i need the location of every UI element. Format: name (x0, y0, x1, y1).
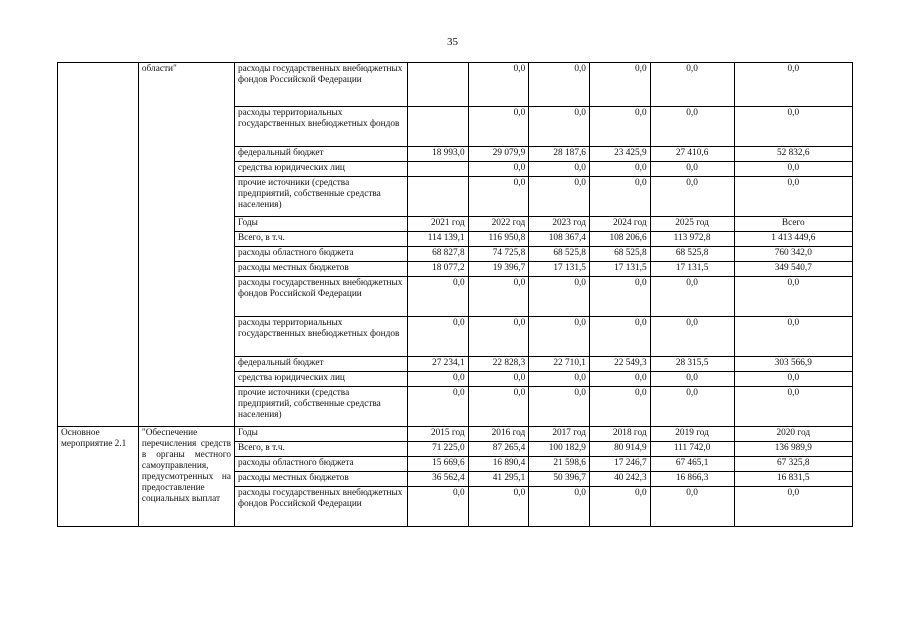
value-cell: 15 669,6 (407, 457, 468, 472)
value-cell: 114 139,1 (407, 232, 468, 247)
value-cell (407, 177, 468, 217)
value-cell: 17 246,7 (589, 457, 650, 472)
source-label-cell: прочие источники (средства предприятий, собственные средства населения) (234, 387, 407, 427)
value-cell: 23 425,9 (589, 147, 650, 162)
source-label-cell: средства юридических лиц (234, 372, 407, 387)
value-cell: 22 828,3 (468, 357, 529, 372)
value-cell: 0,0 (468, 387, 529, 427)
value-cell: 0,0 (650, 317, 734, 357)
value-cell: 303 566,9 (734, 357, 852, 372)
value-cell: 27 234,1 (407, 357, 468, 372)
value-cell: 0,0 (734, 177, 852, 217)
value-cell: 0,0 (468, 63, 529, 107)
source-label-cell: расходы государственных внебюджетных фондов Российской Федерации (234, 63, 407, 107)
value-cell: 0,0 (734, 372, 852, 387)
value-cell: 0,0 (650, 387, 734, 427)
value-cell: 16 866,3 (650, 472, 734, 487)
value-cell: 0,0 (734, 63, 852, 107)
value-cell: 0,0 (589, 372, 650, 387)
value-cell: 0,0 (529, 317, 590, 357)
value-cell: 0,0 (529, 162, 590, 177)
value-cell: 17 131,5 (650, 262, 734, 277)
value-cell: 2024 год (589, 217, 650, 232)
value-cell: 0,0 (589, 487, 650, 527)
value-cell: 0,0 (468, 162, 529, 177)
value-cell: 0,0 (589, 317, 650, 357)
value-cell: 80 914,9 (589, 442, 650, 457)
source-label-cell: расходы областного бюджета (234, 457, 407, 472)
value-cell: Всего (734, 217, 852, 232)
source-label-cell: расходы государственных внебюджетных фондов Российской Федерации (234, 277, 407, 317)
table-row (58, 427, 853, 442)
value-cell: 0,0 (734, 317, 852, 357)
value-cell: 36 562,4 (407, 472, 468, 487)
value-cell: 28 187,6 (529, 147, 590, 162)
source-label-cell: прочие источники (средства предприятий, собственные средства населения) (234, 177, 407, 217)
value-cell: 2025 год (650, 217, 734, 232)
value-cell: 68 827,8 (407, 247, 468, 262)
value-cell (407, 107, 468, 147)
value-cell: 18 077,2 (407, 262, 468, 277)
value-cell: 40 242,3 (589, 472, 650, 487)
value-cell: 67 325,8 (734, 457, 852, 472)
value-cell: 113 972,8 (650, 232, 734, 247)
value-cell: 136 989,9 (734, 442, 852, 457)
value-cell: 1 413 449,6 (734, 232, 852, 247)
value-cell: 760 342,0 (734, 247, 852, 262)
value-cell: 0,0 (734, 277, 852, 317)
value-cell: 0,0 (468, 107, 529, 147)
event-name-cell: Основное мероприятие 2.1 (58, 427, 139, 527)
value-cell: 0,0 (468, 177, 529, 217)
value-cell: 68 525,8 (589, 247, 650, 262)
value-cell: 0,0 (529, 63, 590, 107)
value-cell: 0,0 (650, 372, 734, 387)
value-cell: 0,0 (407, 277, 468, 317)
value-cell: 111 742,0 (650, 442, 734, 457)
value-cell: 2019 год (650, 427, 734, 442)
value-cell: 0,0 (650, 107, 734, 147)
value-cell: 22 710,1 (529, 357, 590, 372)
page-number: 35 (447, 36, 458, 48)
value-cell: 0,0 (468, 487, 529, 527)
value-cell: 0,0 (468, 277, 529, 317)
value-cell: 116 950,8 (468, 232, 529, 247)
value-cell: 87 265,4 (468, 442, 529, 457)
value-cell: 0,0 (589, 277, 650, 317)
value-cell: 29 079,9 (468, 147, 529, 162)
value-cell: 0,0 (407, 372, 468, 387)
value-cell: 0,0 (529, 372, 590, 387)
event-description-cell: "Обеспечение перечисления средств в органы местного самоуправления, предусмотренных на предоставление социальных выплат (138, 427, 234, 527)
value-cell: 0,0 (589, 162, 650, 177)
value-cell: 0,0 (589, 387, 650, 427)
value-cell: 0,0 (529, 107, 590, 147)
value-cell: 2022 год (468, 217, 529, 232)
value-cell: 16 890,4 (468, 457, 529, 472)
value-cell: 21 598,6 (529, 457, 590, 472)
event-name-cell (58, 63, 139, 427)
source-label-cell: расходы местных бюджетов (234, 472, 407, 487)
value-cell: 0,0 (407, 487, 468, 527)
event-description-cell: области" (138, 63, 234, 427)
value-cell: 50 396,7 (529, 472, 590, 487)
value-cell: 71 225,0 (407, 442, 468, 457)
value-cell: 0,0 (734, 487, 852, 527)
value-cell: 18 993,0 (407, 147, 468, 162)
value-cell: 17 131,5 (589, 262, 650, 277)
source-label-cell: расходы областного бюджета (234, 247, 407, 262)
value-cell: 74 725,8 (468, 247, 529, 262)
value-cell: 0,0 (589, 63, 650, 107)
value-cell: 0,0 (589, 107, 650, 147)
source-label-cell: Годы (234, 427, 407, 442)
source-label-cell: федеральный бюджет (234, 357, 407, 372)
value-cell: 68 525,8 (650, 247, 734, 262)
value-cell: 0,0 (529, 487, 590, 527)
value-cell: 0,0 (407, 317, 468, 357)
value-cell: 0,0 (734, 162, 852, 177)
value-cell: 0,0 (734, 387, 852, 427)
value-cell (407, 162, 468, 177)
value-cell: 0,0 (468, 372, 529, 387)
value-cell: 2018 год (589, 427, 650, 442)
value-cell: 0,0 (529, 177, 590, 217)
value-cell: 17 131,5 (529, 262, 590, 277)
value-cell: 0,0 (650, 277, 734, 317)
source-label-cell: Всего, в т.ч. (234, 442, 407, 457)
source-label-cell: расходы территориальных государственных внебюджетных фондов (234, 107, 407, 147)
value-cell: 100 182,9 (529, 442, 590, 457)
value-cell: 0,0 (734, 107, 852, 147)
value-cell: 2015 год (407, 427, 468, 442)
value-cell: 27 410,6 (650, 147, 734, 162)
value-cell: 2020 год (734, 427, 852, 442)
value-cell: 2021 год (407, 217, 468, 232)
value-cell: 349 540,7 (734, 262, 852, 277)
value-cell: 67 465,1 (650, 457, 734, 472)
value-cell: 108 367,4 (529, 232, 590, 247)
value-cell: 108 206,6 (589, 232, 650, 247)
source-label-cell: расходы государственных внебюджетных фондов Российской Федерации (234, 487, 407, 527)
budget-table (57, 62, 853, 527)
source-label-cell: Годы (234, 217, 407, 232)
source-label-cell: расходы территориальных государственных внебюджетных фондов (234, 317, 407, 357)
table-row (58, 63, 853, 107)
value-cell: 0,0 (468, 317, 529, 357)
value-cell: 16 831,5 (734, 472, 852, 487)
value-cell (407, 63, 468, 107)
value-cell: 0,0 (650, 177, 734, 217)
value-cell: 22 549,3 (589, 357, 650, 372)
value-cell: 41 295,1 (468, 472, 529, 487)
value-cell: 0,0 (529, 277, 590, 317)
value-cell: 19 396,7 (468, 262, 529, 277)
value-cell: 28 315,5 (650, 357, 734, 372)
value-cell: 2017 год (529, 427, 590, 442)
source-label-cell: расходы местных бюджетов (234, 262, 407, 277)
value-cell: 2023 год (529, 217, 590, 232)
value-cell: 0,0 (650, 63, 734, 107)
value-cell: 0,0 (529, 387, 590, 427)
value-cell: 2016 год (468, 427, 529, 442)
source-label-cell: средства юридических лиц (234, 162, 407, 177)
value-cell: 68 525,8 (529, 247, 590, 262)
value-cell: 52 832,6 (734, 147, 852, 162)
value-cell: 0,0 (650, 487, 734, 527)
value-cell: 0,0 (650, 162, 734, 177)
source-label-cell: Всего, в т.ч. (234, 232, 407, 247)
value-cell: 0,0 (407, 387, 468, 427)
source-label-cell: федеральный бюджет (234, 147, 407, 162)
value-cell: 0,0 (589, 177, 650, 217)
